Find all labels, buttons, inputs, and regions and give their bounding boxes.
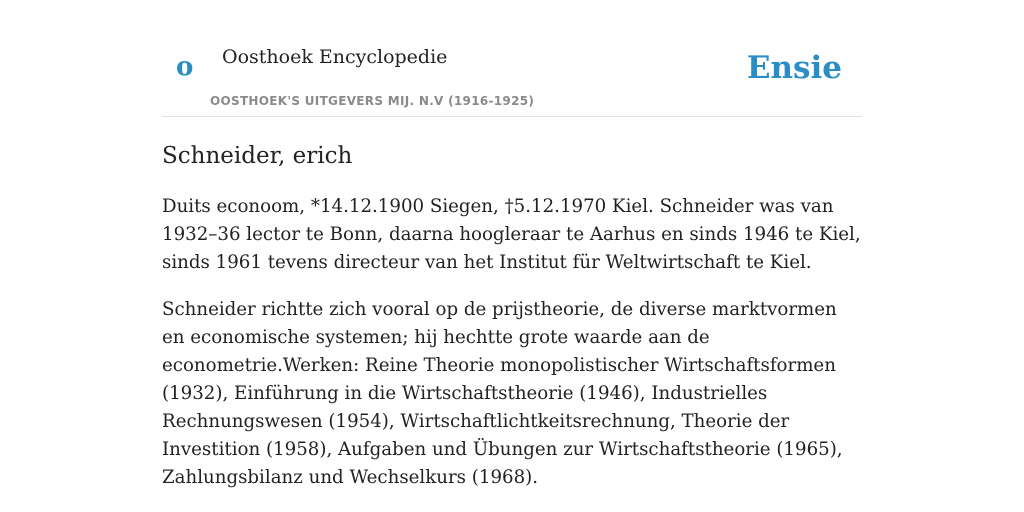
page [162,0,862,492]
entry-paragraph-2: Schneider richtte zich vooral op de prijstheorie, de diverse marktvormen en economische systemen; hij hechtte grote waarde aan de econometrie.Werken: Reine Theorie monopolistischer Wirtschaftsformen (1932), Einführung in die Wirtschaftstheorie (1946), Industrielles Rechnungswesen (1954), Wirtschaftlichtkeitsrechnung, Theorie der Investition (1958), Aufgaben und Übungen zur Wirtschaftstheorie (1965), Zahlungsbilanz und Wechselkurs (1968). [162,299,843,488]
encyclopedia-title[interactable]: Oosthoek Encyclopedie [222,46,448,68]
ensie-logo[interactable]: Ensie [746,50,842,86]
entry-title: Schneider, erich [162,143,353,169]
oosthoek-logo[interactable]: o [176,52,194,82]
header [162,0,862,117]
publisher-label: OOSTHOEK'S UITGEVERS MIJ. N.V (1916-1925) [210,94,535,108]
entry-paragraph-1: Duits econoom, *14.12.1900 Siegen, †5.12.1970 Kiel. Schneider was van 1932–36 lector te Bonn, daarna hoogleraar te Aarhus en sinds 1946 te Kiel, sinds 1961 tevens directeur van het Institut für Weltwirtschaft te Kiel. [162,196,861,273]
